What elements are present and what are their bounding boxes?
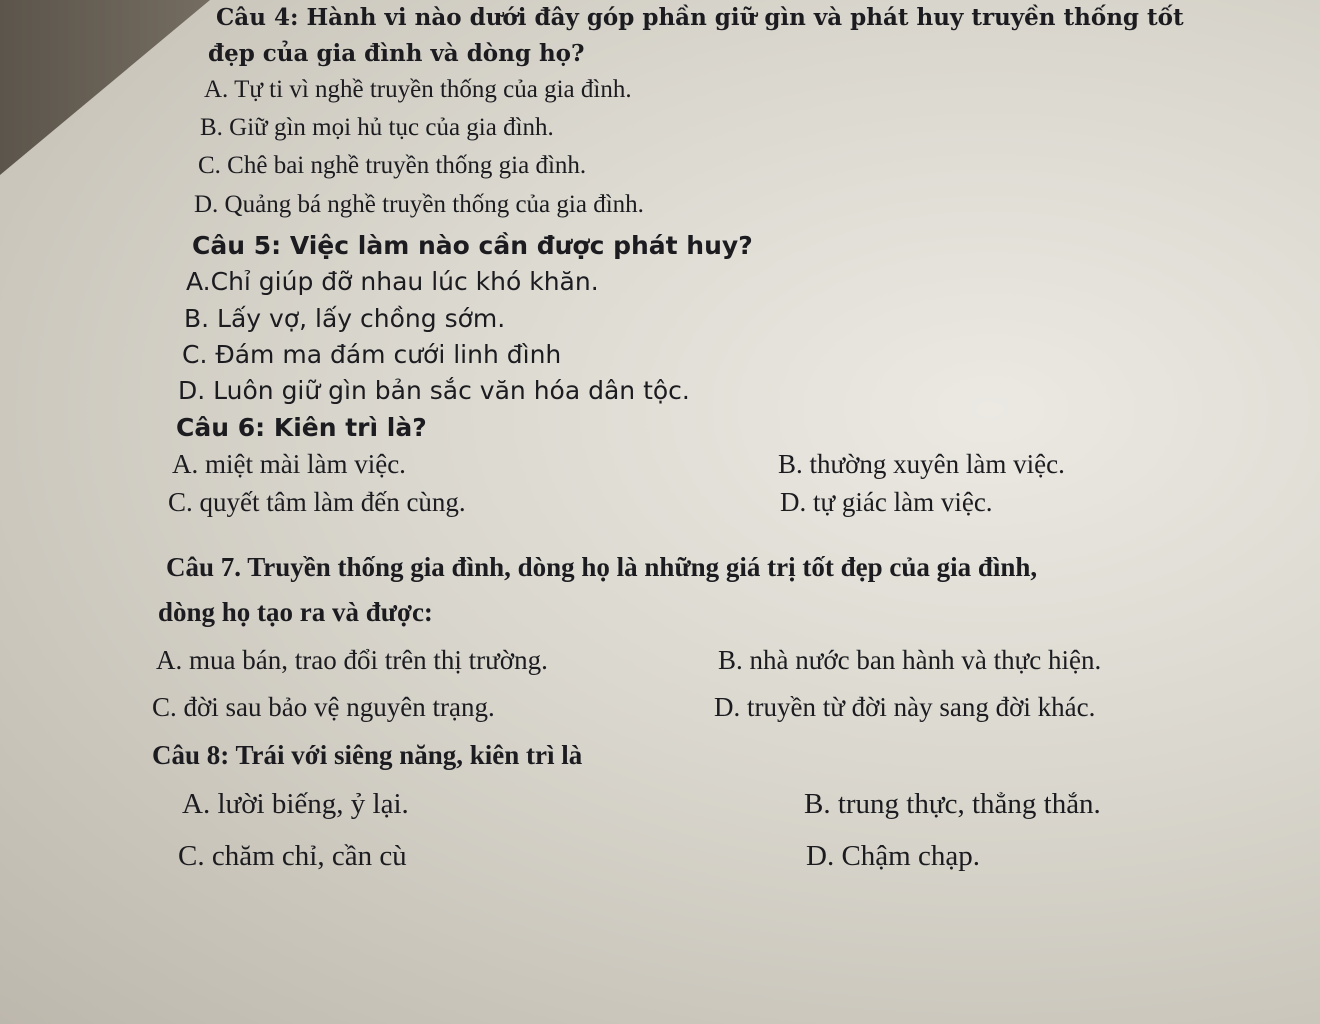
q5-stem: Câu 5: Việc làm nào cần được phát huy? <box>192 231 753 260</box>
q8-option-b: B. trung thực, thẳng thắn. <box>804 788 1101 820</box>
q6-option-b: B. thường xuyên làm việc. <box>778 449 1065 479</box>
q4-option-d: D. Quảng bá nghề truyền thống của gia đình. <box>194 191 644 218</box>
q7-option-d: D. truyền từ đời này sang đời khác. <box>714 692 1096 722</box>
q5-option-c: C. Đám ma đám cưới linh đình <box>182 340 562 369</box>
q4-option-a: A. Tự ti vì nghề truyền thống của gia đình. <box>204 76 632 103</box>
q5-option-a: A.Chỉ giúp đỡ nhau lúc khó khăn. <box>186 267 599 296</box>
q5-option-d: D. Luôn giữ gìn bản sắc văn hóa dân tộc. <box>178 376 690 405</box>
q8-option-a: A. lười biếng, ỷ lại. <box>182 788 409 820</box>
q7-stem-line1: Câu 7. Truyền thống gia đình, dòng họ là những giá trị tốt đẹp của gia đình, <box>166 552 1038 582</box>
q8-option-d: D. Chậm chạp. <box>806 840 980 872</box>
q6-option-c: C. quyết tâm làm đến cùng. <box>168 487 466 517</box>
q7-option-a: A. mua bán, trao đổi trên thị trường. <box>156 645 548 675</box>
q4-stem-line2: đẹp của gia đình và dòng họ? <box>208 40 585 67</box>
q7-option-c: C. đời sau bảo vệ nguyên trạng. <box>152 692 495 722</box>
q6-option-d: D. tự giác làm việc. <box>780 487 993 517</box>
q8-stem: Câu 8: Trái với siêng năng, kiên trì là <box>152 740 583 770</box>
q6-option-a: A. miệt mài làm việc. <box>172 449 406 479</box>
q7-stem-line2: dòng họ tạo ra và được: <box>158 597 433 627</box>
q6-stem: Câu 6: Kiên trì là? <box>176 413 427 442</box>
q8-option-c: C. chăm chỉ, cần cù <box>178 840 407 872</box>
q4-option-c: C. Chê bai nghề truyền thống gia đình. <box>198 152 587 179</box>
q7-option-b: B. nhà nước ban hành và thực hiện. <box>718 645 1102 675</box>
q5-option-b: B. Lấy vợ, lấy chồng sớm. <box>184 304 506 333</box>
q4-stem-line1: Câu 4: Hành vi nào dưới đây góp phần giữ gìn và phát huy truyền thống tốt <box>216 4 1184 31</box>
q4-option-b: B. Giữ gìn mọi hủ tục của gia đình. <box>200 114 554 141</box>
